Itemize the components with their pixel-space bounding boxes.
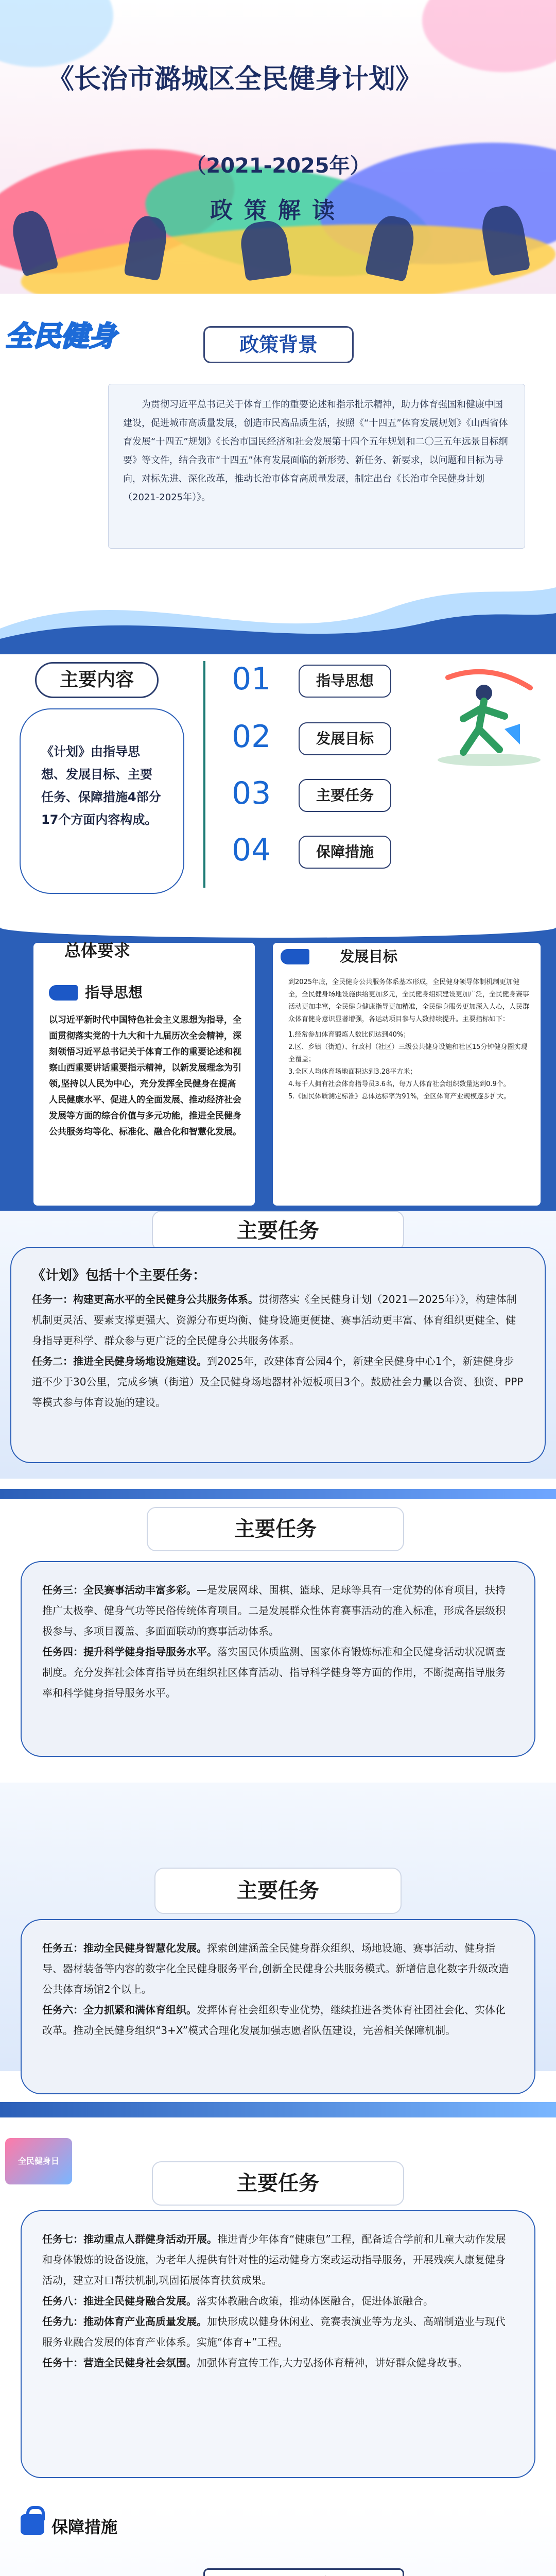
background-paragraph: 为贯彻习近平总书记关于体育工作的重要论述和指示批示精神，助力体育强国和健康中国建设，促进城市高质量发展，创造市民高品质生活，按照《“十四五”体育发展规划》《山西省体育发展“十四五”规划》《长治市国民经济和社会发展第十四个五年规划和二〇三五年远景目标纲要》等文件，结合我市“十四五”体育发展面临的新形势、新任务、新要求，以问题和目标为导向，对标先进、深化改革，推动长治市体育高质量发展，制定出台《长治市全民健身计划（2021-2025年）》。	[123, 399, 508, 503]
hero-banner	[0, 0, 556, 294]
goal-title: 发展目标	[340, 948, 398, 965]
task-paragraph: 任务四：提升科学健身指导服务水平。落实国民体质监测、国家体育锻炼标准和全民健身活动状况调查制度。充分发挥社会体育指导员在组织社区体育活动、指导科学健身等方面的作用，不断提高指导服务率和科学健身指导服务水平。	[42, 1646, 506, 1699]
tasks-panel-2	[21, 1561, 535, 1757]
main-item-goals[interactable]: 发展目标	[299, 722, 391, 755]
section-title-tasks: 主要任务	[152, 1211, 404, 1251]
fitness-day-badge: 全民健身日	[5, 2138, 72, 2184]
section-title-tasks: 主要任务	[154, 1868, 402, 1914]
guide-text: 以习近平新时代中国特色社会主义思想为指导，全面贯彻落实党的十九大和十九届历次全会精神，深刻领悟习近平总书记关于体育工作的重要论述和视察山西重要讲话重要指示精神，以新发展理念为引领,坚持以人民为中心，充分发挥全民健身在提高人民健康水平、促进人的全面发展、推动经济社会发展等方面的综合价值与多元功能，推进全民健身公共服务均等化、标准化、融合化和智慧化发展。	[49, 1015, 241, 1137]
task-paragraph: 任务八：推进全民健身融合发展。落实体教融合政策，推动体医融合，促进体旅融合。	[42, 2295, 433, 2307]
hero-subtitle: 政策解读	[210, 197, 346, 224]
section-title-main: 主要内容	[35, 662, 159, 698]
fitness-logo: 全民健身	[5, 320, 116, 352]
guarantee-title: 保障措施	[51, 2517, 118, 2537]
divider-line	[203, 661, 205, 888]
tasks-panel-4	[21, 2210, 535, 2478]
item-number: 02	[232, 719, 271, 755]
goal-list-item: 2.区、乡镇（街道）、行政村（社区）三级公共健身设施和社区15分钟健身圈实现全覆盖；	[288, 1043, 528, 1063]
goal-list-item: 1.经常参加体育锻炼人数比例达到40%；	[288, 1031, 410, 1039]
background-text-box	[108, 384, 525, 549]
item-number: 03	[232, 775, 271, 811]
tasks-panel-1	[10, 1247, 546, 1463]
pointing-hand-icon	[281, 949, 309, 967]
wave-divider	[0, 567, 556, 654]
task-paragraph: 任务二：推进全民健身场地设施建设。到2025年，改建体育公园4个，新建全民健身中心1个，新建健身步道不少于30公里，完成乡镇（街道）及全民健身场地器材补短板项目3个。鼓励社会力量以合资、独资、PPP等模式参与体育设施的建设。	[32, 1355, 524, 1409]
task-paragraph: 任务三：全民赛事活动丰富多彩。—是发展网球、围棋、篮球、足球等具有一定优势的体育项目，扶持推广太极拳、健身气功等民俗传统体育项目。二是发展群众性体育赛事活动的准入标准，形成各层级积极参与、多项目覆盖、多面面联动的赛事活动体系。	[42, 1584, 506, 1637]
section-title-tasks: 主要任务	[152, 2161, 404, 2206]
main-item-measures[interactable]: 保障措施	[299, 836, 391, 869]
item-number: 04	[232, 832, 271, 868]
hero-color-band	[0, 0, 113, 67]
task-paragraph: 任务一：构建更高水平的全民健身公共服务体系。贯彻落实《全民健身计划（2021—2025年）》，构建体制机制更灵活、要素支撑更强大、资源分布更均衡、健身设施更便捷、赛事活动更丰富、体育组织更健全、健身指导更科学、群众参与更广泛的全民健身公共服务体系。	[32, 1293, 517, 1347]
main-item-tasks[interactable]: 主要任务	[299, 779, 391, 812]
tasks-panel-3	[21, 1919, 535, 2094]
goal-list-item: 3.全区人均体育场地面积达到3.28平方米；	[288, 1068, 417, 1076]
guide-title: 指导思想	[85, 984, 143, 1001]
task-paragraph: 任务六：全力抓紧和满体育组织。发挥体育社会组织专业优势，继续推进各类体育社团社会化、实体化改革。推动全民健身组织“3+X”模式合理化发展加强志愿者队伍建设，完善相关保障机制。	[42, 2004, 506, 2037]
summary-card	[20, 708, 184, 894]
section-title-background: 政策背景	[203, 326, 354, 363]
hero-years: （2021-2025年）	[185, 154, 371, 178]
overall-title: 总体要求	[64, 941, 131, 960]
section-title-tasks: 主要任务	[147, 1507, 404, 1551]
goal-list-item: 4.每千人拥有社会体育指导员3.6名，每万人体育社会组织数量达到0.9个。	[288, 1080, 510, 1088]
goal-list	[288, 1029, 530, 1103]
pointing-hand-icon	[49, 985, 78, 1003]
task-paragraph: 任务十：营造全民健身社会氛围。加强体育宣传工作,大力弘扬体育精神，讲好群众健身故事。	[42, 2357, 468, 2369]
task-paragraph: 任务九：推动体育产业高质量发展。加快形成以健身休闲业、竞赛表演业等为龙头、高端制造业与现代服务业融合发展的体育产业体系。实施“体育+”工程。	[42, 2315, 506, 2348]
main-item-guide[interactable]: 指导思想	[299, 665, 391, 698]
summary-text: 《计划》由指导思想、发展目标、主要任务、保障措施4部分17个方面内容构成。	[41, 744, 161, 827]
wave-divider	[0, 2102, 556, 2117]
runner-illustration	[427, 657, 546, 770]
page-title: 《长治市潞城区全民健身计划》	[47, 64, 423, 95]
wave-divider	[0, 917, 556, 938]
item-number: 01	[232, 661, 271, 697]
goal-text: 到2025年底，全民健身公共服务体系基本形成，全民健身领导体制机制更加健全，全民健身场地设施供给更加多元，全民健身组织建设更加广泛，全民健身赛事活动更加丰富，全民健身健康指导更加精准，全民健身服务更加深入人心，人民群众体育健身意识显著增强，各运动项目参与人数持续提升。主要指标如下： 1.经常参加体育锻炼人数比例达到40%； 2.区、乡镇（街道）、行政村（社区）三级公共健身设施和社区15分钟健身圈实现全覆盖； 3.全区人均体育场地面积达到3.28平方米； 4.每千人拥有社会体育指导员3.6名，每万人体育社会组织数量达到0.9个。 5.《国民体质测定标准》总体达标率为91%，全区体育产业规模逐步扩大。	[288, 976, 530, 1103]
measure-org-leadership[interactable]	[203, 2568, 404, 2576]
wave-divider	[0, 1489, 556, 1499]
task-paragraph: 任务五：推动全民健身智慧化发展。探索创建涵盖全民健身群众组织、场地设施、赛事活动、健身指导、器材装备等内容的数字化全民健身服务平台,创新全民健身公共服务模式。新增信息化数字升级改造公共体育场馆2个以上。	[42, 1942, 509, 1995]
lock-icon	[21, 2514, 44, 2537]
goal-list-item: 5.《国民体质测定标准》总体达标率为91%，全区体育产业规模逐步扩大。	[288, 1093, 511, 1100]
tasks-intro: 《计划》包括十个主要任务：	[32, 1268, 206, 1283]
task-paragraph: 任务七：推动重点人群健身活动开展。推进青少年体育“健康包”工程，配备适合学前和儿童大动作发展和身体锻炼的设备设施，为老年人提供有针对性的运动健身方案或运动指导服务，开展残疾人康复健身活动，建立对口帮扶机制,巩固拓展体育扶贫成果。	[42, 2233, 506, 2286]
